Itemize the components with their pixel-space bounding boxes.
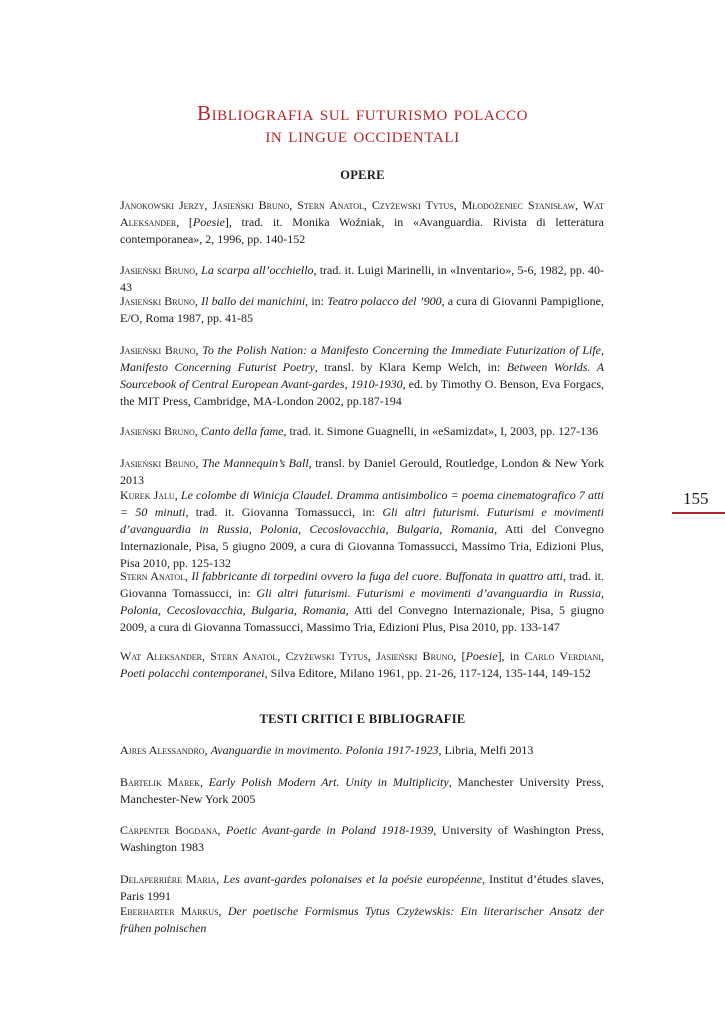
entry-author: Jasieński Bruno [120, 263, 195, 277]
entry-details: , trad. it. Luigi Marinelli, in «Inventario», 5-6, 1982, pp. 40-43 [120, 263, 604, 294]
entry-separator: , [ [176, 215, 193, 229]
bibliography-entry [120, 822, 604, 856]
entry-separator: , [195, 343, 203, 357]
entry-author: Carpenter Bogdana [120, 823, 218, 837]
page-title [0, 102, 725, 146]
entry-details: , Manchester University Press, Manchester-New York 2005 [120, 775, 604, 806]
entry-author: Wat Aleksander, Stern Anatol, Czyżewski Tytus, Jasieński Bruno [120, 649, 454, 663]
entry-details: , University of Washington Press, Washington 1983 [120, 823, 604, 854]
entry-author: Kurek Jalu [120, 488, 175, 502]
entry-separator: , [174, 488, 181, 502]
entry-connector: , transl. by Klara Kemp Welch, in: [314, 360, 507, 374]
bibliography-entry [120, 568, 604, 636]
bibliography-entry [120, 742, 604, 759]
entry-details: , ed. by Timothy O. Benson, Eva Forgacs, the MIT Press, Cambridge, MA-London 2002, pp.187-194 [120, 377, 604, 408]
entry-details: , transl. by Daniel Gerould, Routledge, London & New York 2013 [120, 456, 604, 487]
entry-author: Janokowski Jerzy, Jasieński Bruno, Stern Anatol, Czyżewski Tytus, Młodożeniec Stanisław, Wat Aleksander [120, 198, 604, 229]
entry-title: Canto della fame [200, 424, 284, 438]
entry-title: To the Polish Nation: a Manifesto Concerning the Immediate Futurization of Life, Manifesto Concerning Futurist Poetry [120, 343, 604, 374]
entry-separator: , [600, 649, 604, 663]
entry-title: Poesie [465, 649, 498, 663]
entry-author: Stern Anatol [120, 569, 186, 583]
entry-details: , Silva Editore, Milano 1961, pp. 21-26, 117-124, 135-144, 149-152 [264, 666, 591, 680]
entry-details: ], trad. it. Monika Woźniak, in «Avanguardia. Rivista di letteratura contemporanea», 2, 1996, pp. 140-152 [120, 215, 604, 246]
entry-title: The Mannequin’s Ball [201, 456, 309, 470]
entry-separator: , [216, 872, 224, 886]
entry-connector: , trad. it. Giovanna Tomassucci, in: [185, 505, 383, 519]
entry-separator: , [185, 569, 192, 583]
entry-details: , Libria, Melfi 2013 [438, 743, 534, 757]
bibliography-entry [120, 774, 604, 808]
entry-title: Avanguardie in movimento. Polonia 1917-1923 [210, 743, 439, 757]
entry-details: , Atti del Convegno Internazionale, Pisa, 5 giugno 2009, a cura di Giovanna Tomassucci, Massimo Tria, Edizioni Plus, Pisa 2010, pp. 125-132 [120, 522, 604, 570]
entry-author: Jasieński Bruno [120, 456, 196, 470]
entry-separator: , [195, 456, 202, 470]
entry-separator: , [217, 823, 226, 837]
entry-author: Jasieński Bruno [120, 343, 196, 357]
entry-source-title: Poeti polacchi contemporanei [120, 666, 265, 680]
entry-author: Bartelik Marek [120, 775, 200, 789]
entry-author: Jasieński Bruno [120, 424, 195, 438]
entry-title: Il fabbricante di torpedini ovvero la fuga del cuore. Buffonata in quattro atti [191, 569, 563, 583]
entry-title: Le colombe di Winicja Claudel. Dramma antisimbolico = poema cinematografico 7 atti = 50 minuti [120, 488, 605, 519]
entry-title: Poetic Avant-garde in Poland 1918-1939 [226, 823, 434, 837]
entry-source-title: Between Worlds. A Sourcebook of Central European Avant-gardes, 1910-1930 [120, 360, 605, 391]
entry-connector: , trad. it. Giovanna Tomassucci, in: [120, 569, 605, 600]
entry-author: Delaperrière Maria [120, 872, 217, 886]
entry-title: Early Polish Modern Art. Unity in Multiplicity [208, 775, 449, 789]
entry-separator: , [194, 294, 202, 308]
bibliography-entry [120, 423, 604, 440]
bibliography-entry [120, 197, 604, 248]
entry-title: La scarpa all’occhiello [201, 263, 314, 277]
entry-source-title: Gli altri futurismi. Futurismi e movimenti d’avanguardia in Russia, Polonia, Cecoslovacchia, Bulgaria, Romania [120, 586, 605, 617]
section-heading-opere: OPERE [340, 168, 385, 182]
entry-connector: ], in [497, 649, 525, 663]
entry-source-title: Gli altri futurismi. Futurismi e movimenti d’avanguardia in Russia, Polonia, Cecoslovacchia, Bulgaria, Romania [120, 505, 605, 536]
page-number: 155 [683, 489, 709, 508]
entry-separator: , [194, 263, 202, 277]
entry-author: Eberharter Markus [120, 904, 219, 918]
bibliography-entry [120, 648, 604, 682]
entry-editor: Carlo Verdiani [524, 649, 601, 663]
entry-separator: , [ [453, 649, 466, 663]
bibliography-entry [120, 455, 604, 489]
section-heading-testi-critici: TESTI CRITICI E BIBLIOGRAFIE [259, 712, 466, 726]
entry-author: Jasieński Bruno [120, 294, 195, 308]
entry-separator: , [204, 743, 211, 757]
entry-title: Il ballo dei manichini [201, 294, 306, 308]
bibliography-entry [120, 262, 604, 296]
entry-separator: , [218, 904, 228, 918]
bibliography-entry [120, 342, 604, 410]
bibliography-entry [120, 903, 604, 937]
entry-details: , Institut d’études slaves, Paris 1991 [120, 872, 605, 903]
entry-details: , trad. it. Simone Guagnelli, in «eSamizdat», I, 2003, pp. 127-136 [283, 424, 599, 438]
entry-details: , a cura di Giovanni Pampiglione, E/O, Roma 1987, pp. 41-85 [120, 294, 604, 325]
entry-separator: , [199, 775, 209, 789]
entry-title: Poesie [192, 215, 225, 229]
bibliography-entry [120, 487, 604, 572]
entry-title: Der poetische Formismus Tytus Czyżewskis: Ein literarischer Ansatz der frühen polnischen [120, 904, 604, 935]
entry-separator: , [194, 424, 201, 438]
bibliography-entry [120, 293, 604, 327]
page-title-line-2: in lingue occidentali [265, 123, 460, 147]
entry-source-title: Teatro polacco del ’900 [327, 294, 442, 308]
entry-title: Les avant-gardes polonaises et la poésie européenne [223, 872, 483, 886]
entry-details: , Atti del Convegno Internazionale, Pisa, 5 giugno 2009, a cura di Giovanna Tomassucci, Massimo Tria, Edizioni Plus, Pisa 2010, pp. 133-147 [120, 603, 604, 634]
page-number-rule [672, 512, 725, 514]
page-title-line-1: Bibliografia sul futurismo polacco [196, 101, 529, 125]
entry-author: Ajres Alessandro [120, 743, 205, 757]
bibliography-entry [120, 871, 604, 905]
entry-connector: , in: [305, 294, 328, 308]
